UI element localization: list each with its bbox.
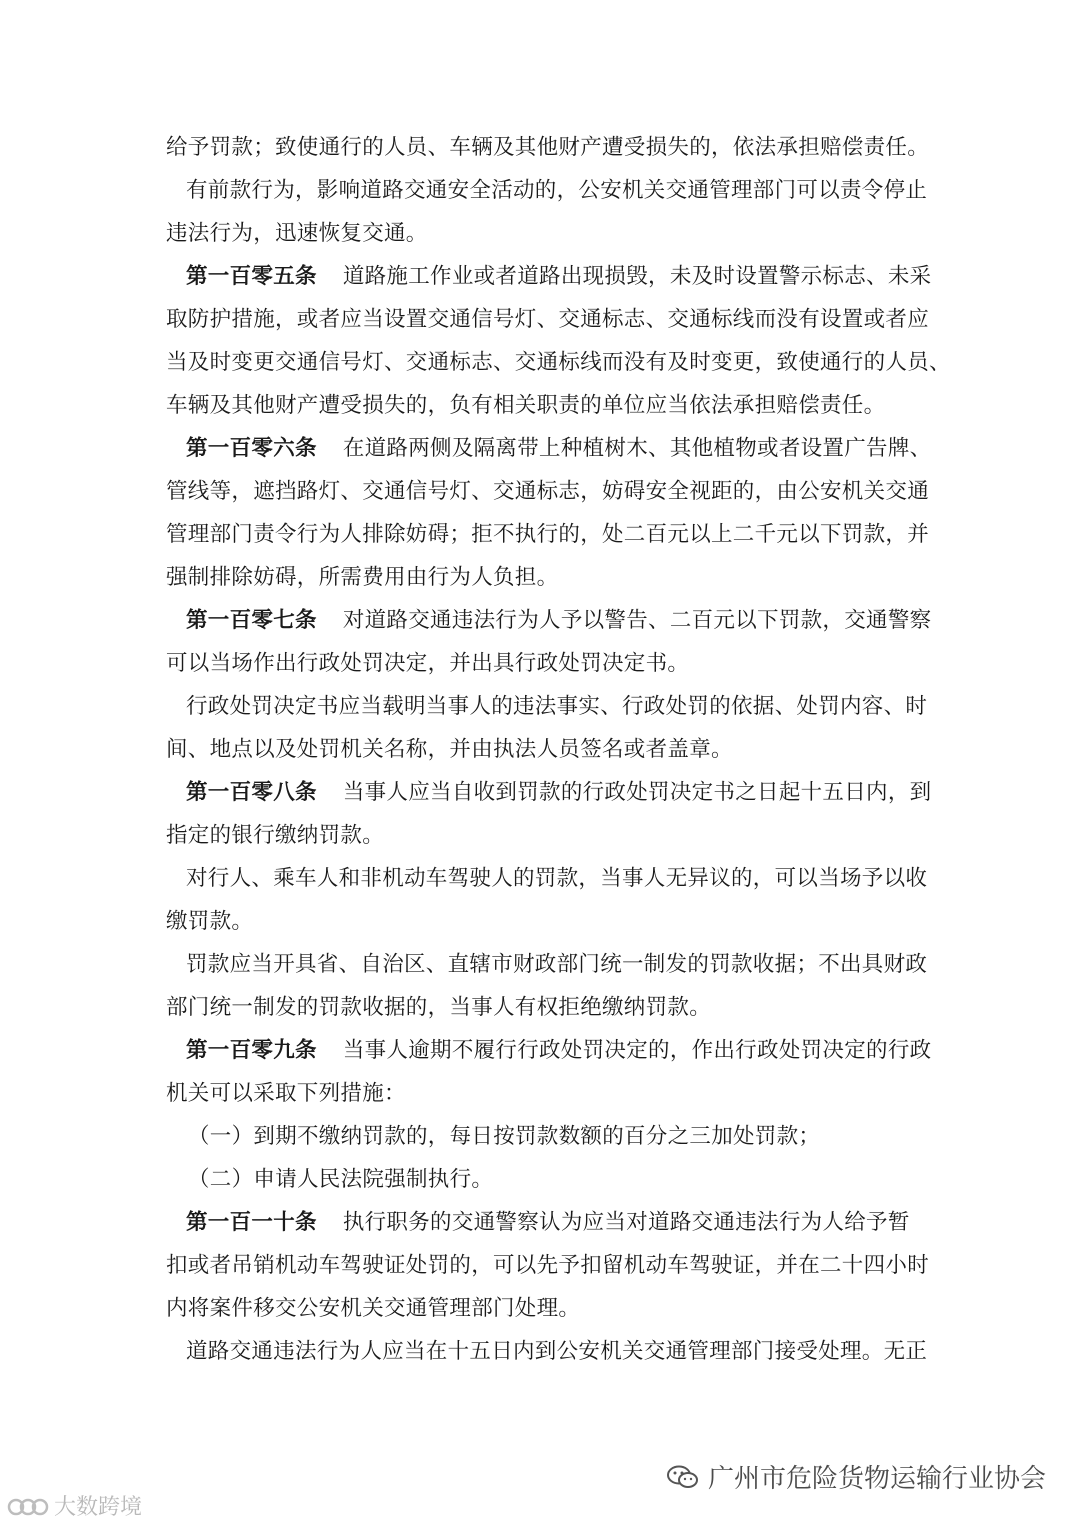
text-line: 道路交通违法行为人应当在十五日内到公安机关交通管理部门接受处理。无正 <box>186 1339 928 1364</box>
text-line: 管理部门责令行为人排除妨碍；拒不执行的，处二百元以上二千元以下罚款，并 <box>166 522 930 547</box>
text-line: 取防护措施，或者应当设置交通信号灯、交通标志、交通标线而没有设置或者应 <box>166 307 930 332</box>
article-line: 第一百零七条 对道路交通违法行为人予以警告、二百元以下罚款，交通警察 <box>186 608 932 633</box>
list-item: （一）到期不缴纳罚款的，每日按罚款数额的百分之三加处罚款； <box>188 1124 821 1149</box>
text-line: 缴罚款。 <box>166 909 254 934</box>
text-line: 机关可以采取下列措施： <box>166 1081 406 1106</box>
wechat-icon <box>666 1464 700 1490</box>
text-line: 间、地点以及处罚机关名称，并由执法人员签名或者盖章。 <box>166 737 733 762</box>
article-line: 第一百一十条 执行职务的交通警察认为应当对道路交通违法行为人给予暂 <box>186 1210 910 1235</box>
text-line: 内将案件移交公安机关交通管理部门处理。 <box>166 1296 581 1321</box>
article-line: 第一百零八条 当事人应当自收到罚款的行政处罚决定书之日起十五日内，到 <box>186 780 932 805</box>
article-number: 第一百零九条 <box>186 1038 317 1063</box>
watermark-text: 大数跨境 <box>54 1495 143 1520</box>
article-number: 第一百零八条 <box>186 780 317 805</box>
text-line: 可以当场作出行政处罚决定，并出具行政处罚决定书。 <box>166 651 690 676</box>
article-number: 第一百一十条 <box>186 1210 317 1235</box>
article-number: 第一百零六条 <box>186 436 317 461</box>
text-line: 管线等，遮挡路灯、交通信号灯、交通标志，妨碍安全视距的，由公安机关交通 <box>166 479 930 504</box>
text-line: 对行人、乘车人和非机动车驾驶人的罚款，当事人无异议的，可以当场予以收 <box>186 866 928 891</box>
article-line: 第一百零九条 当事人逾期不履行行政处罚决定的，作出行政处罚决定的行政 <box>186 1038 932 1063</box>
article-number: 第一百零七条 <box>186 608 317 633</box>
logo-icon <box>6 1493 50 1519</box>
text-line: 部门统一制发的罚款收据的，当事人有权拒绝缴纳罚款。 <box>166 995 712 1020</box>
text-line: 有前款行为，影响道路交通安全活动的，公安机关交通管理部门可以责令停止 <box>186 178 928 203</box>
article-number: 第一百零五条 <box>186 264 317 289</box>
text-line: 车辆及其他财产遭受损失的，负有相关职责的单位应当依法承担赔偿责任。 <box>166 393 886 418</box>
text-line: 扣或者吊销机动车驾驶证处罚的，可以先予扣留机动车驾驶证，并在二十四小时 <box>166 1253 930 1278</box>
watermark-wechat-account <box>666 1458 1046 1495</box>
text-line: 违法行为，迅速恢复交通。 <box>166 221 428 246</box>
text-line: 行政处罚决定书应当载明当事人的违法事实、行政处罚的依据、处罚内容、时 <box>186 694 928 719</box>
watermark-source <box>6 1490 142 1521</box>
text-line: 强制排除妨碍，所需费用由行为人负担。 <box>166 565 559 590</box>
text-line: 罚款应当开具省、自治区、直辖市财政部门统一制发的罚款收据；不出具财政 <box>186 952 928 977</box>
article-line: 第一百零六条 在道路两侧及隔离带上种植树木、其他植物或者设置广告牌、 <box>186 436 932 461</box>
article-line: 第一百零五条 道路施工作业或者道路出现损毁，未及时设置警示标志、未采 <box>186 264 932 289</box>
text-line: 给予罚款；致使通行的人员、车辆及其他财产遭受损失的，依法承担赔偿责任。 <box>166 135 930 160</box>
list-item: （二）申请人民法院强制执行。 <box>188 1167 494 1192</box>
watermark-text: 广州市危险货物运输行业协会 <box>707 1464 1046 1494</box>
text-line: 指定的银行缴纳罚款。 <box>166 823 385 848</box>
text-line: 当及时变更交通信号灯、交通标志、交通标线而没有及时变更，致使通行的人员、 <box>166 350 951 375</box>
